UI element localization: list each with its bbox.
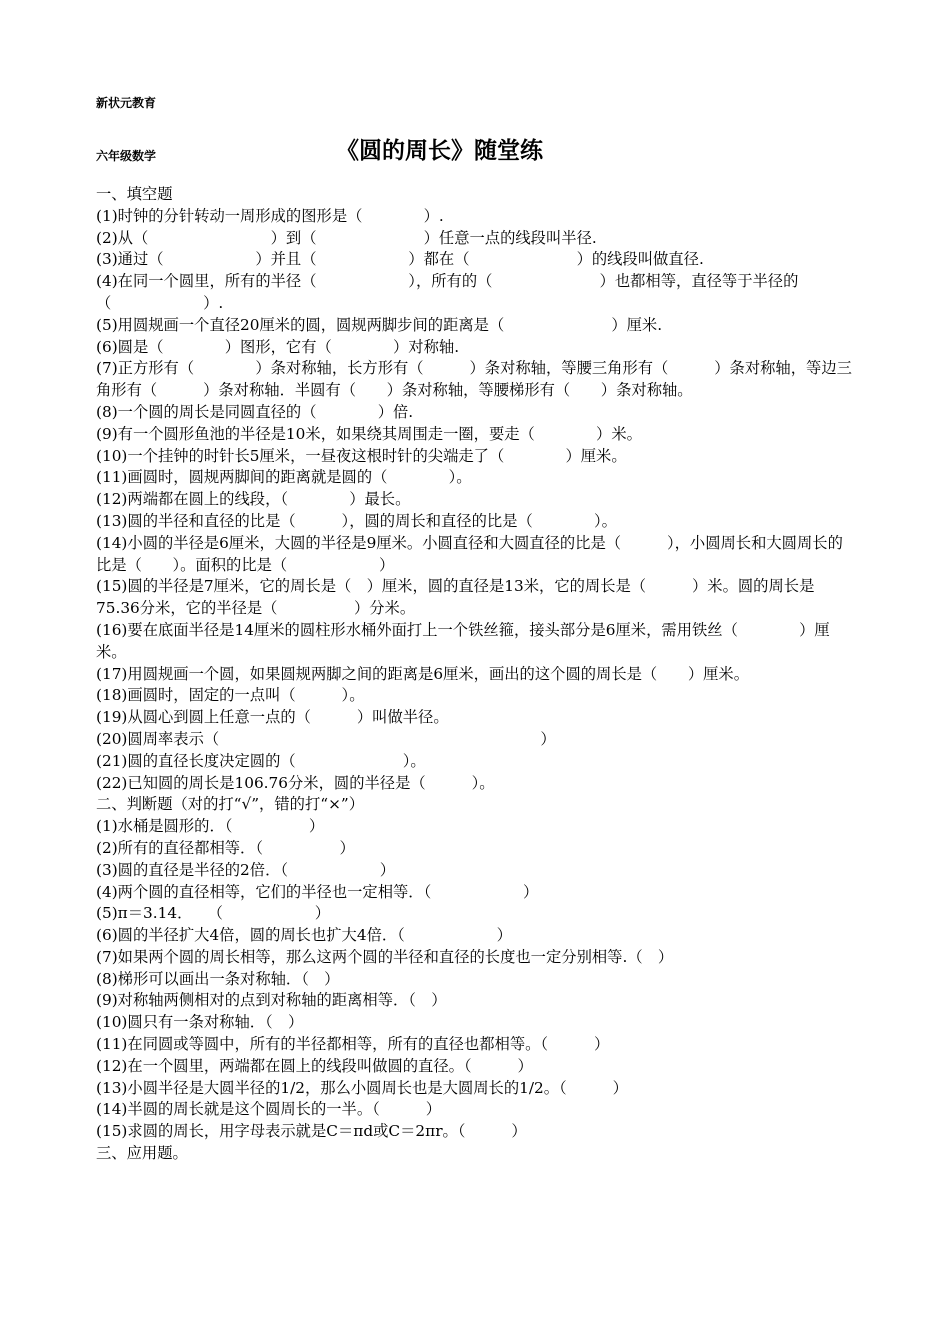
fill-question: (12)两端都在圆上的线段，（ ）最长。 [96,490,411,509]
judge-question: (2)所有的直径都相等．（ ） [96,838,355,857]
apply-section-heading: 三、应用题。 [96,1144,188,1163]
fill-question: (19)从圆心到圆上任意一点的（ ）叫做半径。 [96,708,449,727]
judge-question: (12)在一个圆里，两端都在圆上的线段叫做圆的直径。（ ） [96,1056,533,1075]
page-title: 《圆的周长》随堂练 [336,138,543,164]
fill-question: (11)画圆时，圆规两脚间的距离就是圆的（ ）。 [96,468,472,487]
fill-question: (4)在同一个圆里，所有的半径（ ），所有的（ ）也都相等，直径等于半径的（ ）. [96,272,799,312]
fill-question: (13)圆的半径和直径的比是（ ），圆的周长和直径的比是（ ）。 [96,511,617,530]
judge-question: (13)小圆半径是大圆半径的1/2，那么小圆周长也是大圆周长的1/2。（ ） [96,1078,628,1097]
fill-question: (22)已知圆的周长是106.76分米，圆的半径是（ ）。 [96,773,495,792]
judge-question: (9)对称轴两侧相对的点到对称轴的距离相等．（ ） [96,991,447,1010]
fill-question: (2)从（ ）到（ ）任意一点的线段叫半径. [96,228,597,247]
judge-section-heading: 二、判断题（对的打“√”，错的打“×”） [96,795,365,814]
fill-question: (16)要在底面半径是14厘米的圆柱形水桶外面打上一个铁丝箍，接头部分是6厘米，需用铁丝（ ）厘米。 [96,620,830,661]
judge-question: (11)在同圆或等圆中，所有的半径都相等，所有的直径也都相等。（ ） [96,1035,610,1054]
fill-question: (8)一个圆的周长是同圆直径的（ ）倍. [96,402,414,421]
fill-question: (21)圆的直径长度决定圆的（ ）。 [96,751,426,770]
grade-subject: 六年级数学 [96,149,157,163]
fill-question: (9)有一个圆形鱼池的半径是10米，如果绕其周围走一圈，要走（ ）米。 [96,424,642,443]
judge-question: (6)圆的半径扩大4倍，圆的周长也扩大4倍．（ ） [96,926,512,945]
judge-question: (14)半圆的周长就是这个圆周长的一半。（ ） [96,1100,441,1119]
brand-name: 新状元教育 [96,96,157,110]
fill-question: (18)画圆时，固定的一点叫（ ）。 [96,686,365,705]
fill-question: (20)圆周率表示（ ） [96,729,556,748]
worksheet-body [96,184,858,1165]
fill-section-heading: 一、填空题 [96,185,173,203]
fill-question: (6)圆是（ ）图形，它有（ ）对称轴. [96,337,460,356]
judge-question: (15)求圆的周长，用字母表示就是C＝πd或C＝2πr。（ ） [96,1122,527,1141]
fill-question: (17)用圆规画一个圆，如果圆规两脚之间的距离是6厘米，画出的这个圆的周长是（ ）厘米。 [96,664,750,683]
judge-question: (1)水桶是圆形的．（ ） [96,817,325,836]
judge-question: (7)如果两个圆的周长相等，那么这两个圆的半径和直径的长度也一定分别相等.（ ） [96,947,674,966]
judge-question: (4)两个圆的直径相等，它们的半径也一定相等．（ ） [96,882,539,901]
judge-question: (10)圆只有一条对称轴．（ ） [96,1013,304,1032]
fill-question: (7)正方形有（ ）条对称轴，长方形有（ ）条对称轴，等腰三角形有（ ）条对称轴，等边三角形有（ ）条对称轴．半圆有（ ）条对称轴，等腰梯形有（ ）条对称轴。 [96,359,852,400]
fill-question: (5)用圆规画一个直径20厘米的圆，圆规两脚步间的距离是（ ）厘米. [96,315,663,334]
judge-question: (5)π＝3.14． （ ） [96,904,331,923]
fill-question: (14)小圆的半径是6厘米，大圆的半径是9厘米。小圆直径和大圆直径的比是（ ），小圆周长和大圆周长的比是（ ）。面积的比是（ ） [96,533,843,574]
judge-question: (8)梯形可以画出一条对称轴．（ ） [96,969,340,988]
judge-question: (3)圆的直径是半径的2倍．（ ） [96,860,396,879]
fill-question: (15)圆的半径是7厘米，它的周长是（ ）厘米，圆的直径是13米，它的周长是（ ）米。圆的周长是75.36分米，它的半径是（ ）分米。 [96,577,815,618]
fill-question: (1)时钟的分针转动一周形成的图形是（ ）. [96,206,444,225]
fill-question: (10)一个挂钟的时针长5厘米，一昼夜这根时针的尖端走了（ ）厘米。 [96,446,627,465]
fill-question: (3)通过（ ）并且（ ）都在（ ）的线段叫做直径. [96,250,704,269]
